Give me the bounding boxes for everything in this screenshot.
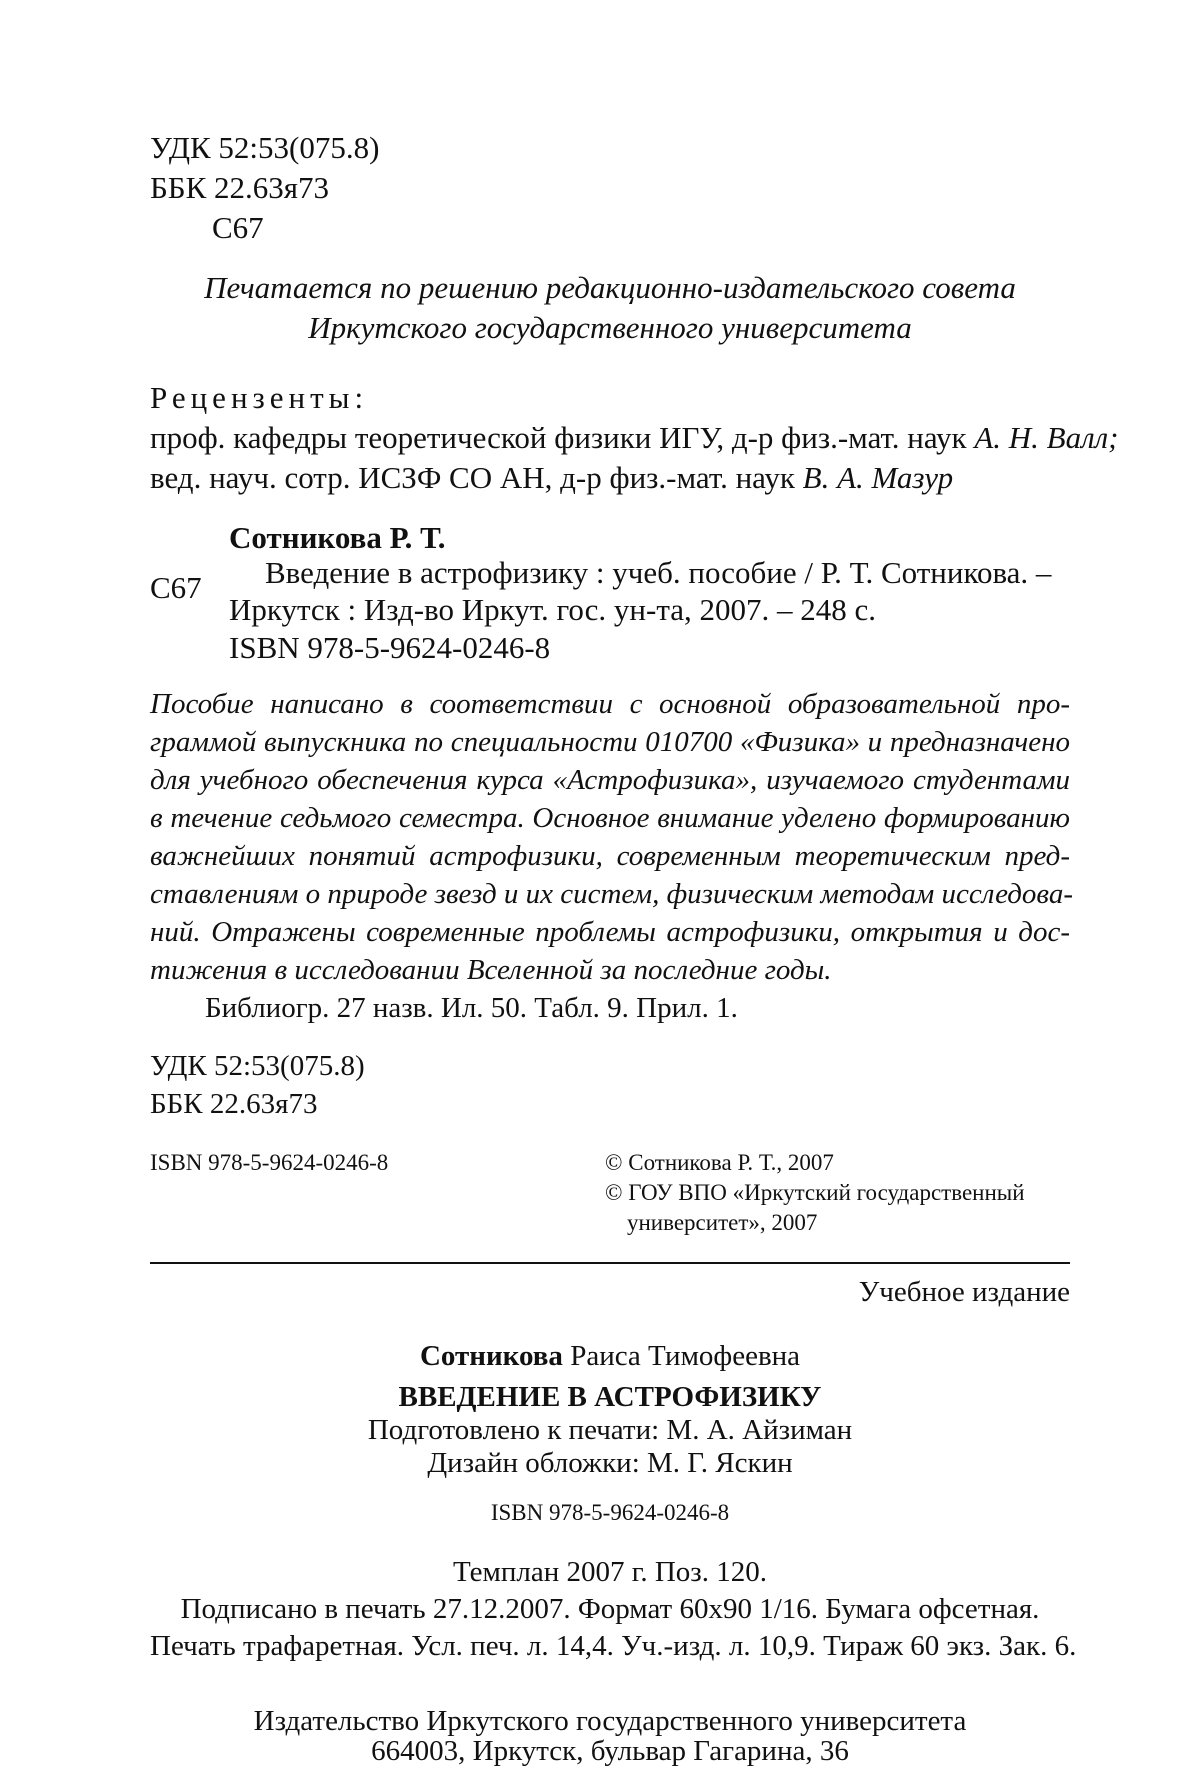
abstract-line: для учебного обеспечения курса «Астрофизика», изучаемого студентами (150, 764, 1070, 796)
copyright-university-cont: университет», 2007 (627, 1210, 818, 1235)
udk-code: УДК 52:53(075.8) (150, 130, 380, 165)
abstract-line: в течение седьмого семестра. Основное внимание уделено формированию (150, 802, 1070, 834)
copyright-author: © Сотникова Р. Т., 2007 (605, 1150, 834, 1175)
copyright-university: © ГОУ ВПО «Иркутский государственный (605, 1180, 1025, 1205)
approval-line-1: Печатается по решению редакционно-издательского совета (204, 270, 1016, 305)
catalog-author: Сотникова Р. Т. (229, 520, 446, 555)
abstract-line: граммой выпускника по специальности 010700 «Физика» и предназначено (150, 726, 1070, 758)
imprint-author (150, 1340, 1070, 1373)
catalog-publisher-line: Иркутск : Изд-во Иркут. гос. ун-та, 2007. – 248 с. (229, 592, 877, 627)
imprint-book-title: ВВЕДЕНИЕ В АСТРОФИЗИКУ (398, 1381, 822, 1413)
reviewers-heading: Рецензенты: (150, 380, 369, 415)
imprint-print-details: Печать трафаретная. Усл. печ. л. 14,4. Уч.-изд. л. 10,9. Тираж 60 экз. Зак. 6. (150, 1630, 1077, 1662)
imprint-prepared: Подготовлено к печати: М. А. Айзиман (367, 1414, 853, 1446)
imprint-cover-design: Дизайн обложки: М. Г. Яскин (427, 1447, 793, 1479)
reviewer-2-text: вед. науч. сотр. ИСЗФ СО АН, д-р физ.-мат. наук (150, 460, 795, 495)
abstract-line: ставлениям о природе звезд и их систем, физическим методам исследова- (150, 878, 1073, 910)
bbk-code-repeat: ББК 22.63я73 (150, 1088, 318, 1120)
udk-code-repeat: УДК 52:53(075.8) (150, 1050, 365, 1082)
abstract-line: важнейших понятий астрофизики, современным теоретическим пред- (150, 840, 1070, 872)
imprint-publisher: Издательство Иркутского государственного университета (253, 1705, 967, 1737)
divider-rule (150, 1262, 1070, 1264)
reviewer-1 (150, 420, 1118, 456)
edition-type: Учебное издание (858, 1276, 1070, 1308)
abstract-line: Пособие написано в соответствии с основной образовательной про- (150, 688, 1070, 720)
abstract-line: тижения в исследовании Вселенной за последние годы. (150, 954, 832, 986)
imprint-author-surname: Сотникова (419, 1340, 563, 1372)
abstract-line: ний. Отражены современные проблемы астрофизики, открытия и дос- (150, 916, 1070, 948)
catalog-isbn: ISBN 978-5-9624-0246-8 (229, 630, 551, 665)
reviewer-2 (150, 460, 953, 496)
reviewer-1-text: проф. кафедры теоретической физики ИГУ, д-р физ.-мат. наук (150, 420, 967, 455)
imprint-signed: Подписано в печать 27.12.2007. Формат 60х90 1/16. Бумага офсетная. (180, 1593, 1040, 1625)
bibliography-note: Библиогр. 27 назв. Ил. 50. Табл. 9. Прил. 1. (205, 992, 738, 1024)
imprint-isbn: ISBN 978-5-9624-0246-8 (490, 1500, 730, 1525)
isbn-main: ISBN 978-5-9624-0246-8 (150, 1150, 389, 1175)
reviewer-2-name: В. А. Мазур (802, 460, 954, 495)
approval-line-2: Иркутского государственного университета (308, 310, 912, 345)
author-mark: С67 (212, 210, 264, 245)
imprint-templan: Темплан 2007 г. Поз. 120. (453, 1556, 767, 1588)
catalog-code: С67 (150, 570, 202, 605)
imprint-address: 664003, Иркутск, бульвар Гагарина, 36 (371, 1735, 849, 1767)
bbk-code: ББК 22.63я73 (150, 170, 330, 205)
catalog-title-line: Введение в астрофизику : учеб. пособие / Р. Т. Сотникова. – (265, 555, 1052, 590)
reviewer-1-name: А. Н. Валл; (974, 420, 1119, 455)
imprint-author-names: Раиса Тимофеевна (570, 1340, 801, 1372)
